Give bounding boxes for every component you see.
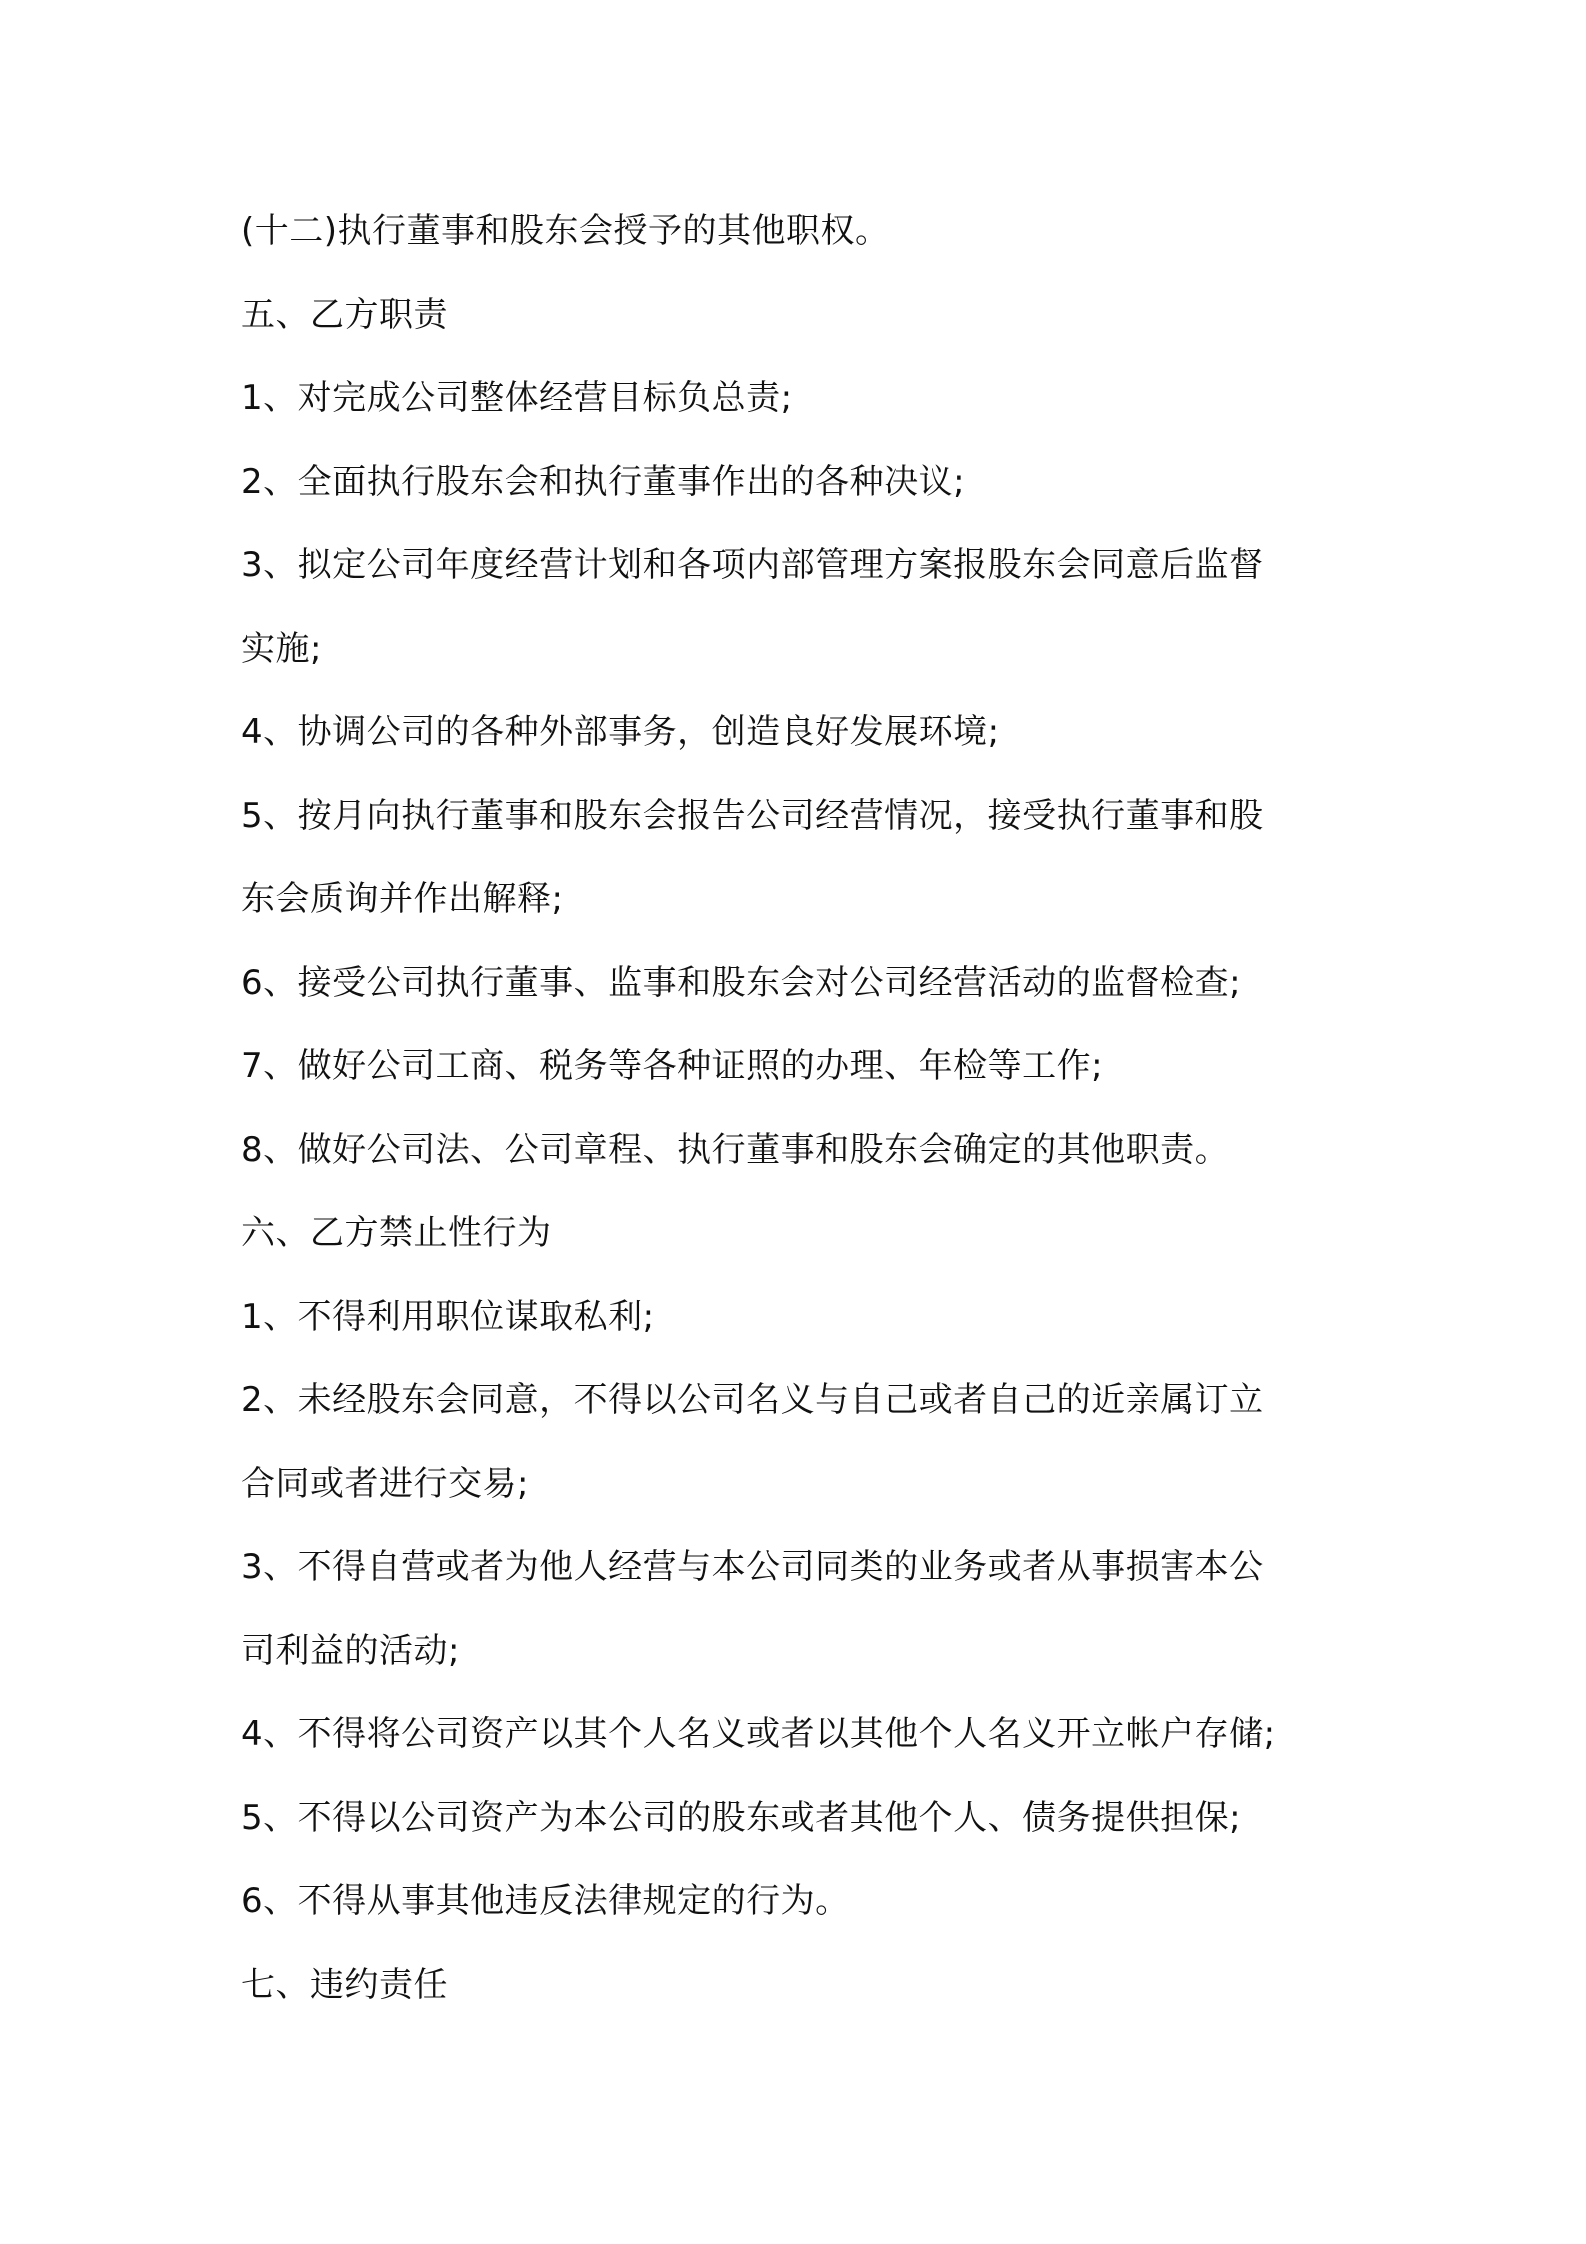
duty-item-8: 8、做好公司法、公司章程、执行董事和股东会确定的其他职责。 <box>241 1129 1230 1170</box>
prohibited-item-3-line-1: 3、不得自营或者为他人经营与本公司同类的业务或者从事损害本公 <box>241 1547 1264 1587</box>
duty-item-5-line-2: 东会质询并作出解释; <box>241 879 564 919</box>
prohibited-item-3-line-2: 司利益的活动; <box>241 1630 460 1671</box>
clause-12-other-powers: (十二)执行董事和股东会授予的其他职权。 <box>241 211 890 251</box>
duty-item-4: 4、协调公司的各种外部事务，创造良好发展环境; <box>241 712 1000 752</box>
duty-item-2: 2、全面执行股东会和执行董事作出的各种决议; <box>241 461 966 502</box>
duty-item-3-line-2: 实施; <box>241 628 322 669</box>
duty-item-1: 1、对完成公司整体经营目标负总责; <box>241 378 793 418</box>
duty-item-3-line-1: 3、拟定公司年度经营计划和各项内部管理方案报股东会同意后监督 <box>241 545 1264 585</box>
section-6-heading: 六、乙方禁止性行为 <box>241 1213 552 1253</box>
document-body <box>241 190 1361 2027</box>
prohibited-item-2-line-2: 合同或者进行交易; <box>241 1463 529 1504</box>
duty-item-5-line-1: 5、按月向执行董事和股东会报告公司经营情况，接受执行董事和股 <box>241 795 1264 836</box>
prohibited-item-1: 1、不得利用职位谋取私利; <box>241 1296 655 1337</box>
duty-item-7: 7、做好公司工商、税务等各种证照的办理、年检等工作; <box>241 1046 1104 1086</box>
prohibited-item-2-line-1: 2、未经股东会同意，不得以公司名义与自己或者自己的近亲属订立 <box>241 1380 1264 1420</box>
section-5-heading: 五、乙方职责 <box>241 294 448 335</box>
duty-item-6: 6、接受公司执行董事、监事和股东会对公司经营活动的监督检查; <box>241 962 1242 1003</box>
prohibited-item-6: 6、不得从事其他违反法律规定的行为。 <box>241 1881 850 1921</box>
section-7-heading: 七、违约责任 <box>241 1964 448 2005</box>
prohibited-item-4: 4、不得将公司资产以其个人名义或者以其他个人名义开立帐户存储; <box>241 1714 1276 1754</box>
prohibited-item-5: 5、不得以公司资产为本公司的股东或者其他个人、债务提供担保; <box>241 1797 1242 1838</box>
